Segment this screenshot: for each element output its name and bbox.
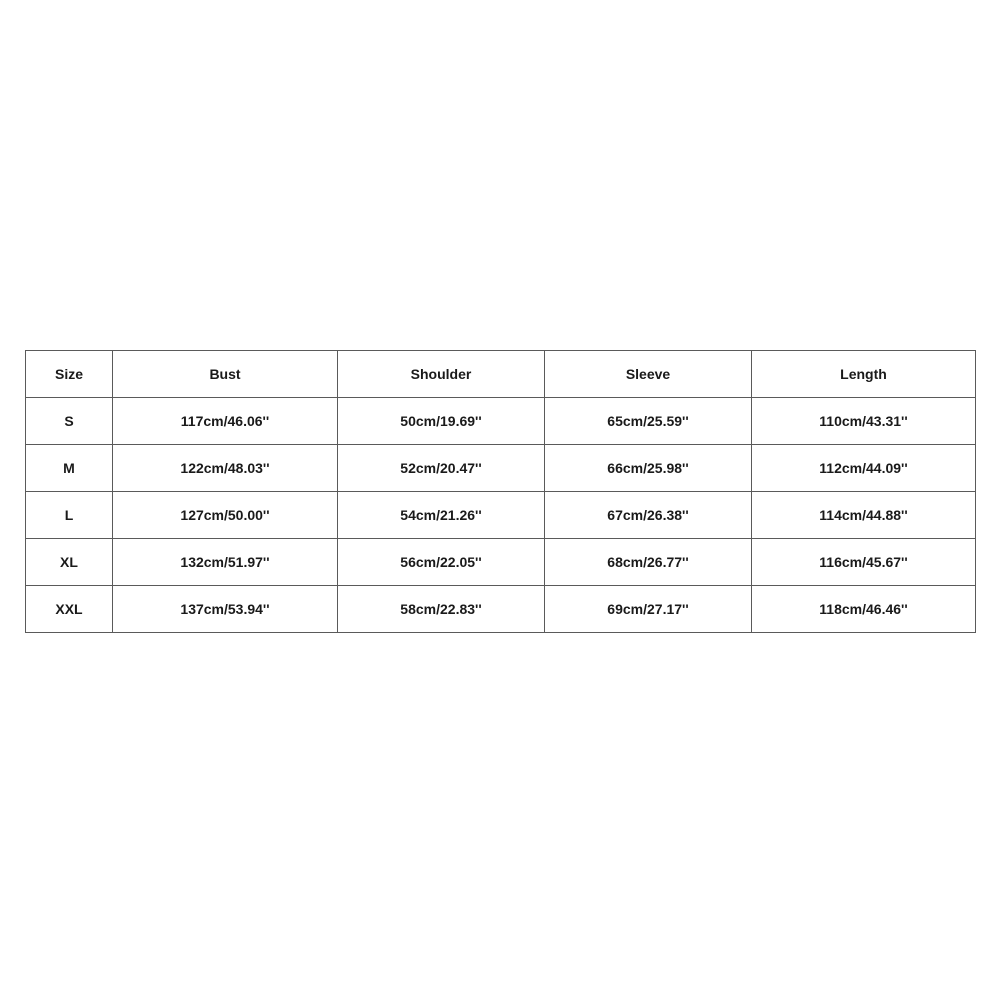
cell-shoulder: 54cm/21.26'' xyxy=(338,492,545,539)
cell-sleeve: 68cm/26.77'' xyxy=(545,539,752,586)
cell-sleeve: 65cm/25.59'' xyxy=(545,398,752,445)
cell-bust: 137cm/53.94'' xyxy=(113,586,338,633)
cell-length: 112cm/44.09'' xyxy=(752,445,976,492)
size-chart-table xyxy=(25,350,976,633)
table-row xyxy=(26,492,976,539)
cell-bust: 117cm/46.06'' xyxy=(113,398,338,445)
header-length: Length xyxy=(752,351,976,398)
cell-shoulder: 52cm/20.47'' xyxy=(338,445,545,492)
cell-length: 114cm/44.88'' xyxy=(752,492,976,539)
cell-size: XXL xyxy=(26,586,113,633)
table-row xyxy=(26,398,976,445)
cell-size: S xyxy=(26,398,113,445)
cell-length: 116cm/45.67'' xyxy=(752,539,976,586)
cell-shoulder: 56cm/22.05'' xyxy=(338,539,545,586)
table-row xyxy=(26,445,976,492)
header-sleeve: Sleeve xyxy=(545,351,752,398)
cell-size: M xyxy=(26,445,113,492)
header-size: Size xyxy=(26,351,113,398)
cell-shoulder: 58cm/22.83'' xyxy=(338,586,545,633)
cell-bust: 122cm/48.03'' xyxy=(113,445,338,492)
cell-sleeve: 66cm/25.98'' xyxy=(545,445,752,492)
cell-length: 110cm/43.31'' xyxy=(752,398,976,445)
cell-sleeve: 67cm/26.38'' xyxy=(545,492,752,539)
cell-length: 118cm/46.46'' xyxy=(752,586,976,633)
cell-bust: 127cm/50.00'' xyxy=(113,492,338,539)
cell-size: XL xyxy=(26,539,113,586)
cell-size: L xyxy=(26,492,113,539)
header-shoulder: Shoulder xyxy=(338,351,545,398)
table-row xyxy=(26,539,976,586)
header-bust: Bust xyxy=(113,351,338,398)
cell-shoulder: 50cm/19.69'' xyxy=(338,398,545,445)
table-header-row xyxy=(26,351,976,398)
cell-sleeve: 69cm/27.17'' xyxy=(545,586,752,633)
table-row xyxy=(26,586,976,633)
cell-bust: 132cm/51.97'' xyxy=(113,539,338,586)
